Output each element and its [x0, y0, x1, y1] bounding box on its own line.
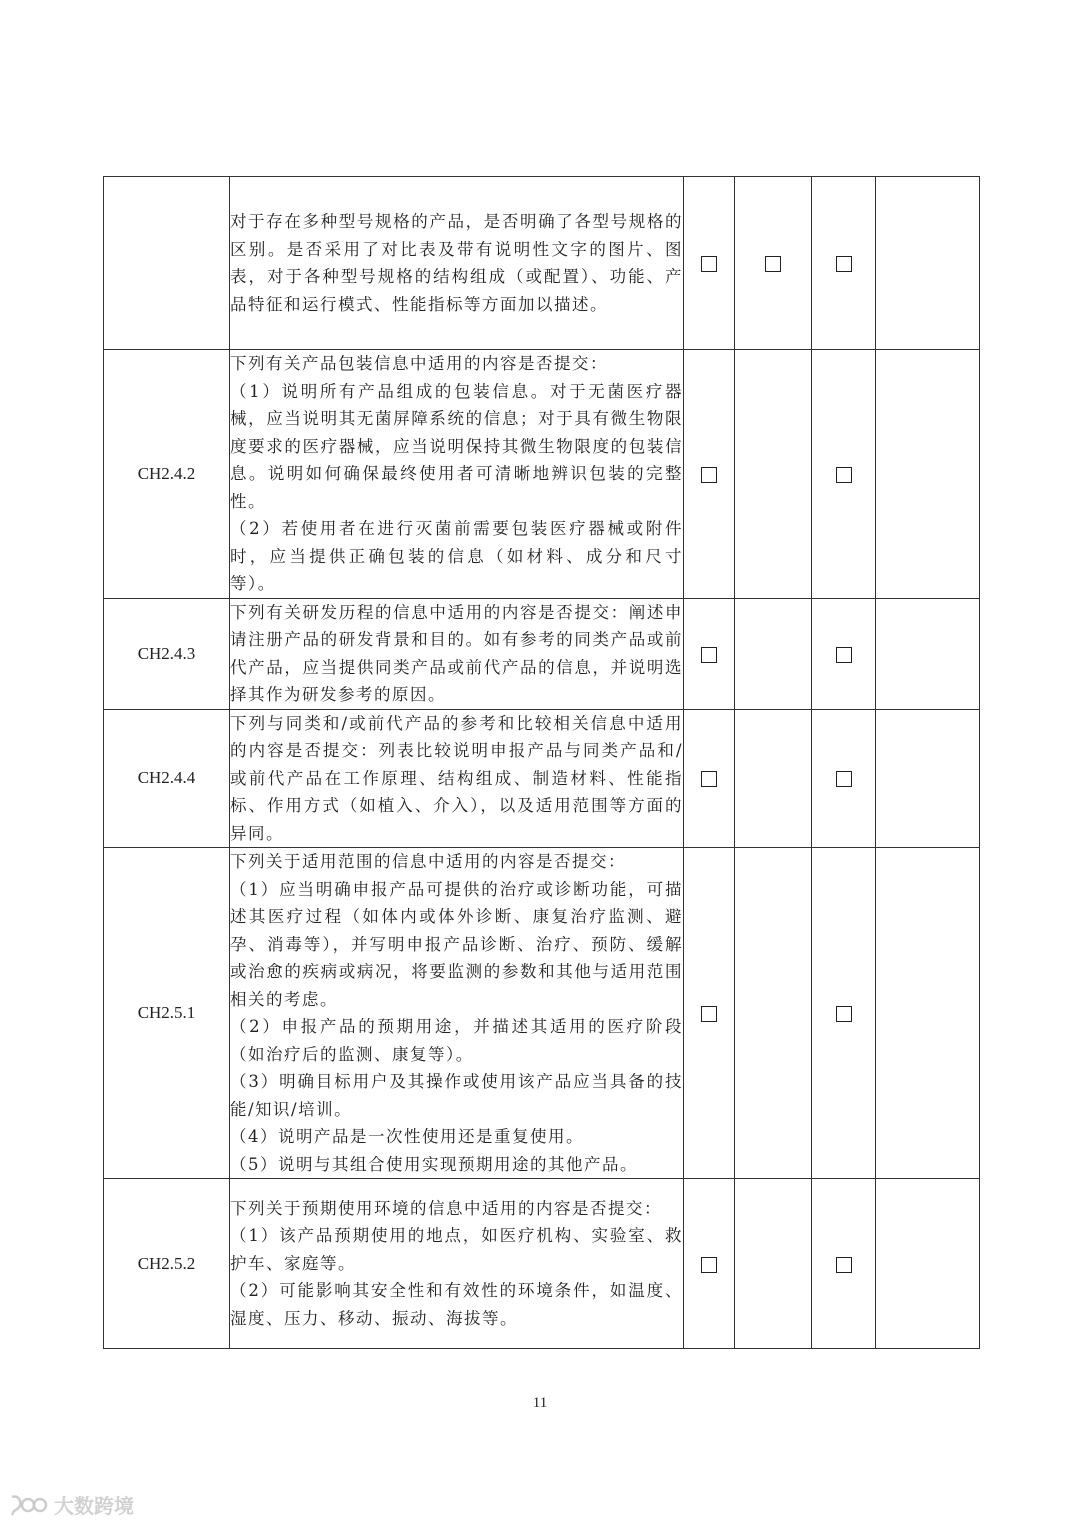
item-code: [104, 177, 230, 350]
cell-compliant: [684, 848, 735, 1179]
checkbox-compliant[interactable]: [701, 1257, 717, 1273]
item-code: CH2.5.2: [104, 1179, 230, 1349]
checklist-row: [104, 177, 980, 350]
checkbox-not-applicable[interactable]: [836, 771, 852, 787]
cell-not-compliant: [735, 709, 812, 848]
description-paragraph: 下列有关产品包装信息中适用的内容是否提交：: [230, 354, 608, 373]
checklist-row: [104, 848, 980, 1179]
item-description: [230, 848, 684, 1179]
checklist-row: [104, 1179, 980, 1349]
cell-remarks: [876, 598, 980, 709]
description-paragraph: 下列有关研发历程的信息中适用的内容是否提交：阐述申请注册产品的研发背景和目的。如有参考的同类产品或前代产品，应当提供同类产品或前代产品的信息，并说明选择其作为研发参考的原因。: [230, 602, 683, 704]
checkbox-not-applicable[interactable]: [836, 647, 852, 663]
item-code: CH2.4.3: [104, 598, 230, 709]
checkbox-not-applicable[interactable]: [836, 1006, 852, 1022]
description-paragraph: （1）说明所有产品组成的包装信息。对于无菌医疗器械，应当说明其无菌屏障系统的信息；对于具有微生物限度要求的医疗器械，应当说明保持其微生物限度的包装信息。说明如何确保最终使用者可清晰地辨识包装的完整性。: [230, 381, 683, 511]
cell-remarks: [876, 709, 980, 848]
checklist-body: [104, 177, 980, 1349]
item-description: [230, 598, 684, 709]
checklist-row: [104, 709, 980, 848]
watermark-text: 大数跨境: [54, 1494, 134, 1518]
page-number: 11: [532, 1395, 548, 1411]
description-paragraph: （1）应当明确申报产品可提供的治疗或诊断功能，可描述其医疗过程（如体内或体外诊断、康复治疗监测、避孕、消毒等），并写明申报产品诊断、治疗、预防、缓解或治愈的疾病或病况，将要监测的参数和其他与适用范围相关的考虑。: [230, 879, 683, 1009]
checklist-table: [103, 176, 980, 1349]
description-paragraph: （1）该产品预期使用的地点，如医疗机构、实验室、救护车、家庭等。: [230, 1226, 683, 1273]
cell-not-compliant: [735, 848, 812, 1179]
item-code: CH2.4.4: [104, 709, 230, 848]
checkbox-not-applicable[interactable]: [836, 1257, 852, 1273]
checkbox-compliant[interactable]: [701, 1006, 717, 1022]
description-paragraph: 下列关于预期使用环境的信息中适用的内容是否提交：: [230, 1198, 662, 1218]
cell-not-applicable: [812, 177, 876, 350]
item-description: [230, 1179, 684, 1349]
cell-compliant: [684, 709, 735, 848]
description-paragraph: （2）申报产品的预期用途，并描述其适用的医疗阶段（如治疗后的监测、康复等）。: [230, 1017, 683, 1064]
checkbox-not-applicable[interactable]: [836, 256, 852, 272]
checkbox-not-applicable[interactable]: [836, 467, 852, 483]
item-code: CH2.5.1: [104, 848, 230, 1179]
cell-not-compliant: [735, 177, 812, 350]
cell-compliant: [684, 350, 735, 599]
cell-compliant: [684, 1179, 735, 1349]
cell-not-compliant: [735, 598, 812, 709]
cell-not-compliant: [735, 350, 812, 599]
description-paragraph: 下列与同类和/或前代产品的参考和比较相关信息中适用的内容是否提交：列表比较说明申报产品与同类产品和/或前代产品在工作原理、结构组成、制造材料、性能指标、作用方式（如植入、介入），以及适用范围等方面的异同。: [230, 713, 683, 843]
cell-remarks: [876, 350, 980, 599]
cell-not-applicable: [812, 350, 876, 599]
description-paragraph: （2）可能影响其安全性和有效性的环境条件，如温度、湿度、压力、移动、振动、海拔等。: [230, 1281, 683, 1328]
cell-not-applicable: [812, 709, 876, 848]
item-description: [230, 350, 684, 599]
watermark-logo-icon: [8, 1493, 48, 1517]
item-description: [230, 709, 684, 848]
cell-not-applicable: [812, 1179, 876, 1349]
cell-compliant: [684, 598, 735, 709]
description-paragraph: 对于存在多种型号规格的产品，是否明确了各型号规格的区别。是否采用了对比表及带有说明性文字的图片、图表，对于各种型号规格的结构组成（或配置）、功能、产品特征和运行模式、性能指标等方面加以描述。: [230, 212, 683, 314]
item-description: [230, 177, 684, 350]
checkbox-compliant[interactable]: [701, 467, 717, 483]
cell-not-applicable: [812, 848, 876, 1179]
description-paragraph: 下列关于适用范围的信息中适用的内容是否提交：: [230, 852, 626, 871]
description-paragraph: （4）说明产品是一次性使用还是重复使用。: [230, 1127, 584, 1146]
watermark: [8, 1490, 134, 1519]
checklist-row: [104, 598, 980, 709]
cell-remarks: [876, 848, 980, 1179]
cell-remarks: [876, 177, 980, 350]
description-paragraph: （2）若使用者在进行灭菌前需要包装医疗器械或附件时，应当提供正确包装的信息（如材料、成分和尺寸等）。: [230, 519, 683, 593]
cell-remarks: [876, 1179, 980, 1349]
description-paragraph: （5）说明与其组合使用实现预期用途的其他产品。: [230, 1154, 638, 1174]
cell-compliant: [684, 177, 735, 350]
checkbox-compliant[interactable]: [701, 771, 717, 787]
checkbox-compliant[interactable]: [701, 647, 717, 663]
description-paragraph: （3）明确目标用户及其操作或使用该产品应当具备的技能/知识/培训。: [230, 1072, 683, 1119]
cell-not-applicable: [812, 598, 876, 709]
item-code: CH2.4.2: [104, 350, 230, 599]
checkbox-compliant[interactable]: [701, 256, 717, 272]
checklist-row: [104, 350, 980, 599]
cell-not-compliant: [735, 1179, 812, 1349]
checkbox-not-compliant[interactable]: [765, 256, 781, 272]
